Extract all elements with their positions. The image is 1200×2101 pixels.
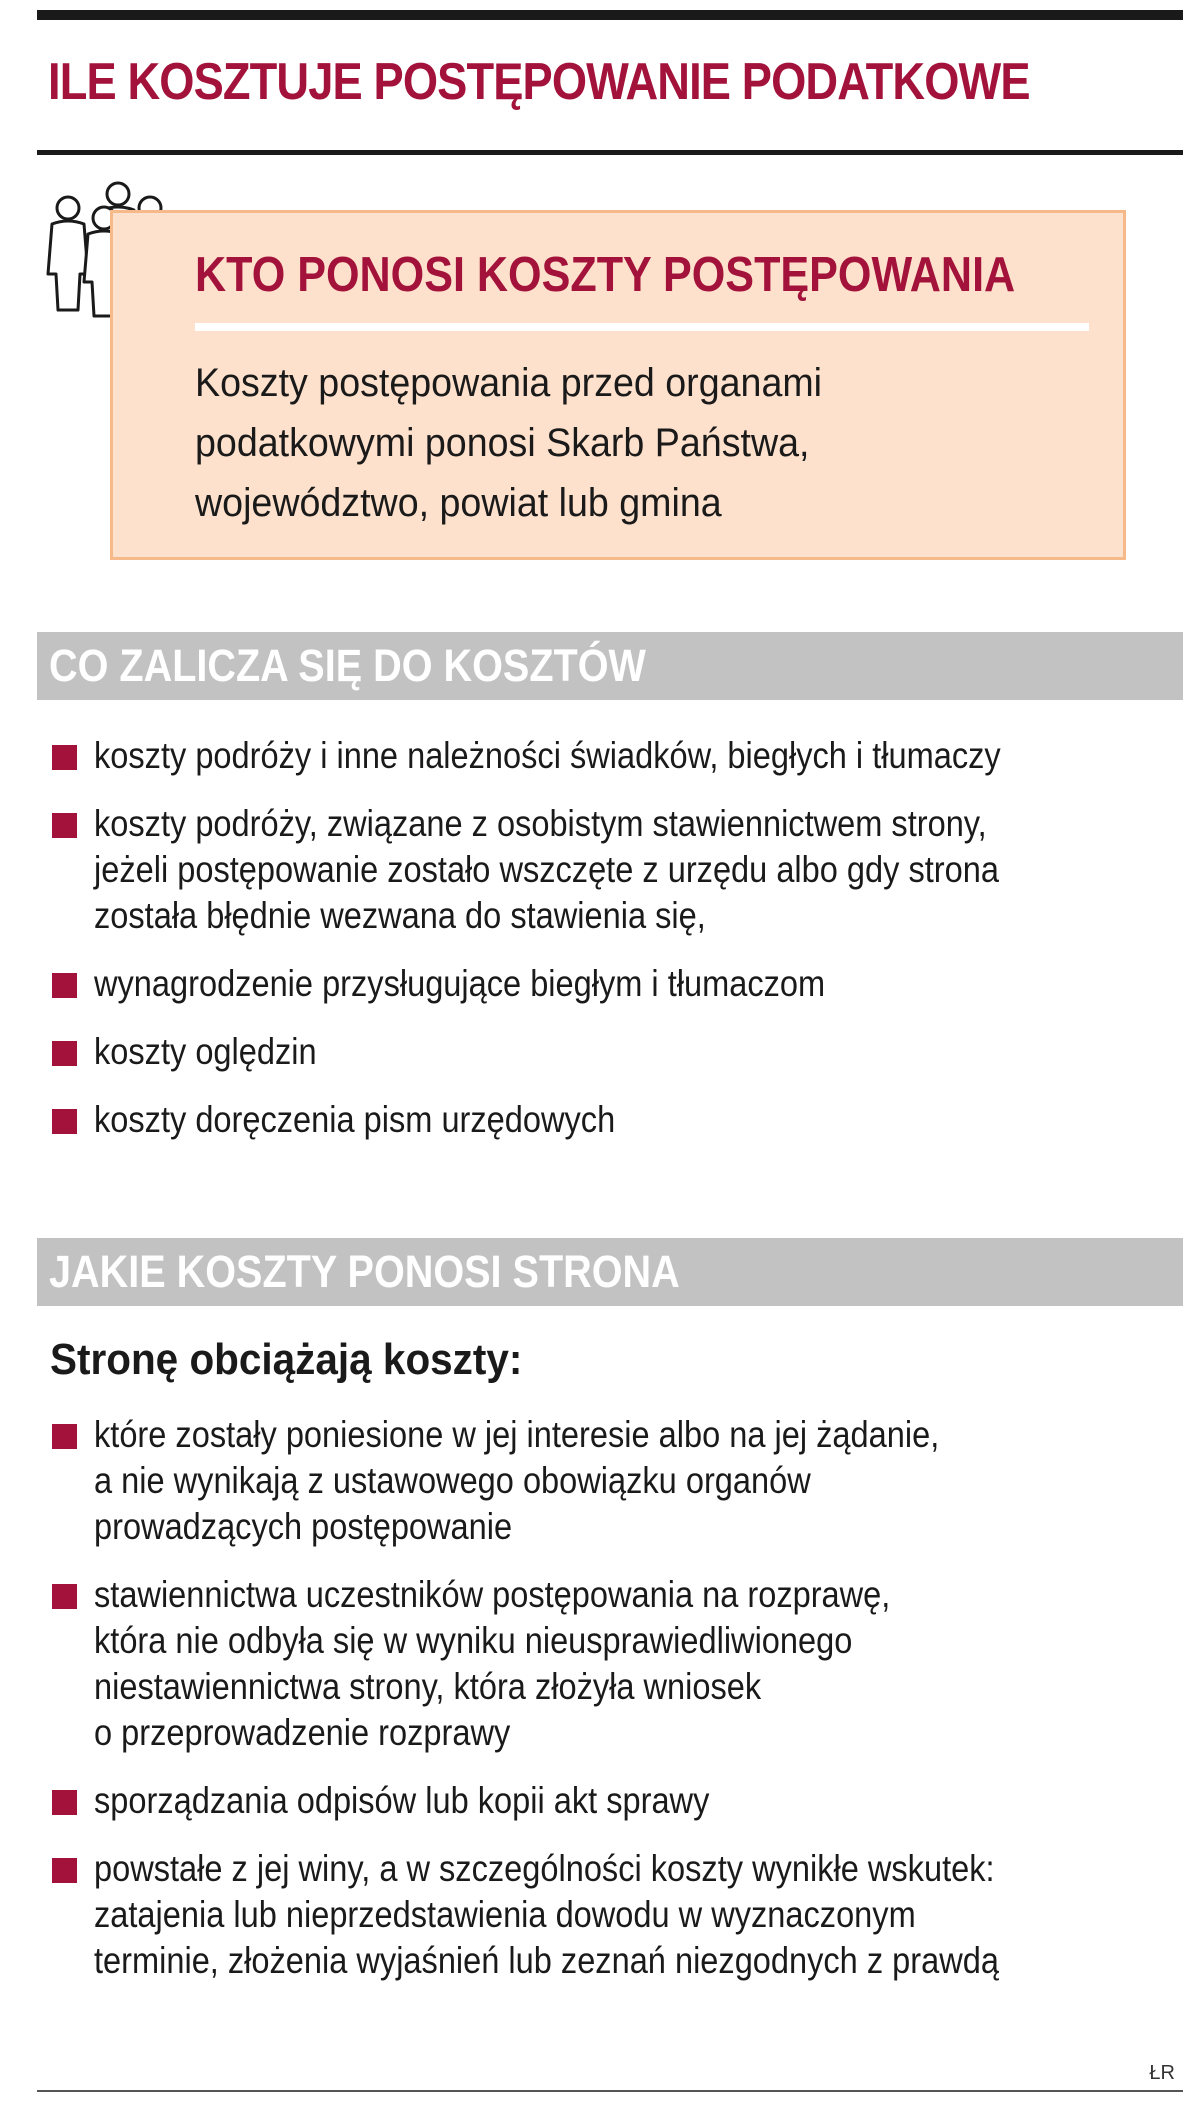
info-box (110, 210, 1126, 560)
info-box-line: województwo, powiat lub gmina (195, 481, 722, 525)
list-item (50, 1029, 1190, 1075)
page-title: ILE KOSZTUJE POSTĘPOWANIE PODATKOWE (48, 53, 1030, 111)
list-item-line: sporządzania odpisów lub kopii akt sprawy (94, 1780, 710, 1821)
title-rule (37, 150, 1183, 155)
square-bullet-icon (52, 1424, 77, 1449)
list-item-line: jeżeli postępowanie zostało wszczęte z urzędu albo gdy strona (94, 849, 999, 890)
info-box-title: KTO PONOSI KOSZTY POSTĘPOWANIA (195, 248, 1016, 302)
list-item-line: terminie, złożenia wyjaśnień lub zeznań niezgodnych z prawdą (94, 1940, 999, 1981)
square-bullet-icon (52, 1584, 77, 1609)
list-item (50, 801, 1190, 939)
list-item-line: koszty podróży i inne należności świadków, biegłych i tłumaczy (94, 735, 1001, 776)
list-item (50, 961, 1190, 1007)
costs-list (50, 733, 1190, 1143)
section-heading-label: JAKIE KOSZTY PONOSI STRONA (49, 1246, 680, 1297)
list-item-line: koszty podróży, związane z osobistym stawiennictwem strony, (94, 803, 987, 844)
list-item-line: niestawiennictwa strony, która złożyła wniosek (94, 1666, 762, 1707)
author-signature: ŁR (1149, 2062, 1175, 2084)
info-box-line: podatkowymi ponosi Skarb Państwa, (195, 421, 810, 465)
list-item-line: która nie odbyła się w wyniku nieusprawiedliwionego (94, 1620, 853, 1661)
list-item-line: które zostały poniesione w jej interesie albo na jej żądanie, (94, 1414, 940, 1455)
party-costs-list (50, 1412, 1190, 1984)
top-rule (37, 10, 1183, 20)
list-item-line: zatajenia lub nieprzedstawienia dowodu w wyznaczonym (94, 1894, 916, 1935)
info-box-text (195, 353, 1095, 533)
list-item (50, 1778, 1190, 1824)
section-heading-costs (37, 632, 1183, 700)
list-item (50, 1412, 1190, 1550)
list-item (50, 733, 1190, 779)
list-item-line: a nie wynikają z ustawowego obowiązku organów (94, 1460, 811, 1501)
section-heading-label: CO ZALICZA SIĘ DO KOSZTÓW (49, 640, 646, 691)
info-box-line: Koszty postępowania przed organami (195, 361, 823, 405)
bottom-rule (37, 2090, 1183, 2092)
info-box-rule (195, 323, 1089, 331)
list-item-line: o przeprowadzenie rozprawy (94, 1712, 511, 1753)
square-bullet-icon (52, 813, 77, 838)
square-bullet-icon (52, 1858, 77, 1883)
party-costs-subheading: Stronę obciążają koszty: (50, 1335, 523, 1384)
list-item-line: koszty oględzin (94, 1031, 317, 1072)
list-item (50, 1846, 1190, 1984)
list-item-line: stawiennictwa uczestników postępowania na rozprawę, (94, 1574, 891, 1615)
list-item (50, 1097, 1190, 1143)
square-bullet-icon (52, 1109, 77, 1134)
list-item-line: została błędnie wezwana do stawienia się, (94, 895, 706, 936)
square-bullet-icon (52, 1790, 77, 1815)
square-bullet-icon (52, 1041, 77, 1066)
list-item-line: wynagrodzenie przysługujące biegłym i tłumaczom (94, 963, 826, 1004)
square-bullet-icon (52, 973, 77, 998)
list-item-line: powstałe z jej winy, a w szczególności koszty wynikłe wskutek: (94, 1848, 995, 1889)
list-item-line: prowadzących postępowanie (94, 1506, 513, 1547)
list-item (50, 1572, 1190, 1756)
square-bullet-icon (52, 745, 77, 770)
section-heading-party-costs (37, 1238, 1183, 1306)
list-item-line: koszty doręczenia pism urzędowych (94, 1099, 616, 1140)
